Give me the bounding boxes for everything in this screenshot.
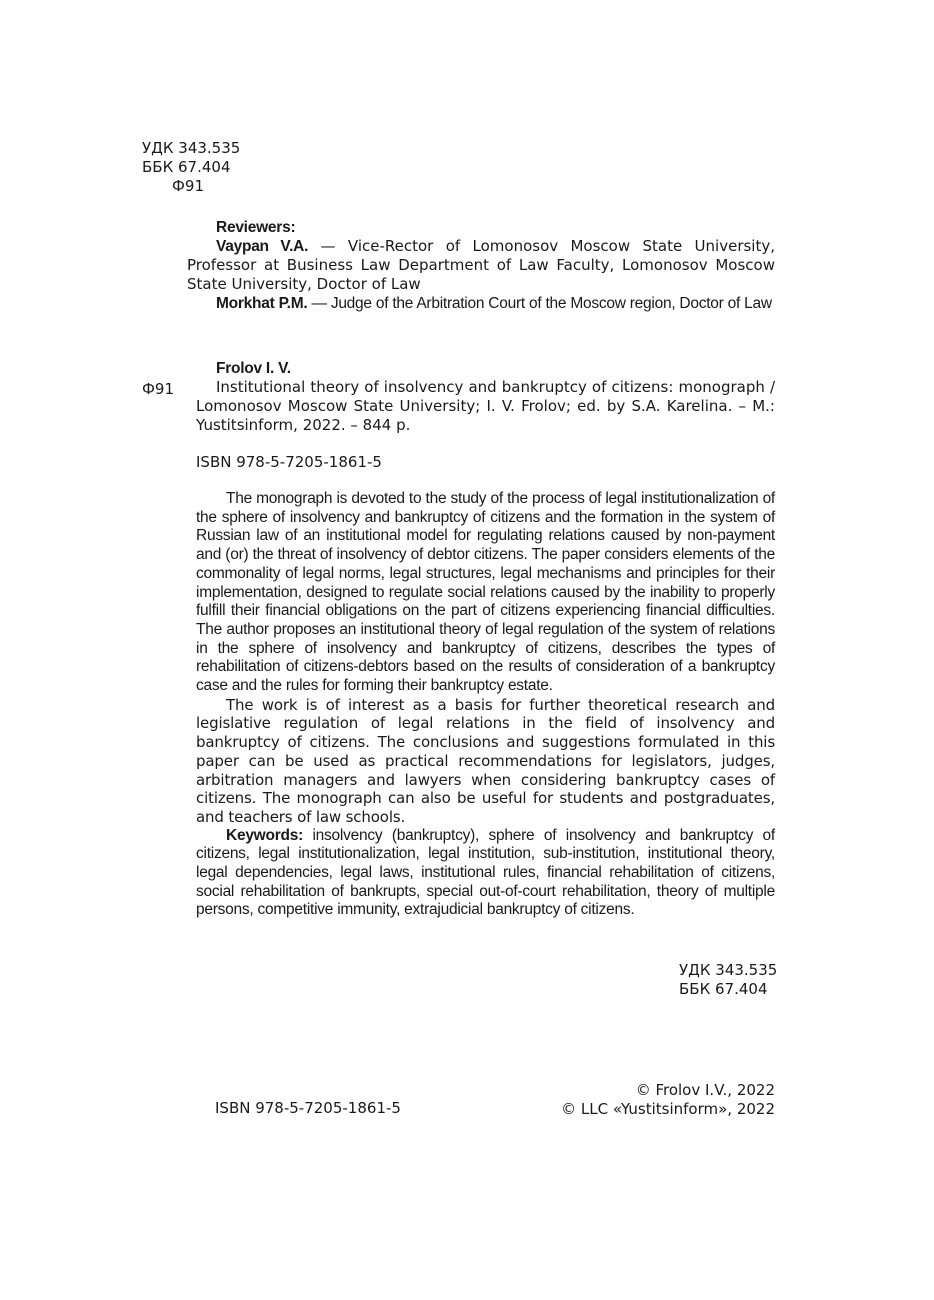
entry-citation: Institutional theory of insolvency and bankruptcy of citizens: monograph / Lomonosov Moscow State University; I. V. Frolov; ed. by S.A. Karelina. – M.: Yustitsinform, 2022. – 844 p. xyxy=(196,378,775,434)
footer-udk: УДК 343.535 xyxy=(679,961,778,979)
entry-isbn: ISBN 978-5-7205-1861-5 xyxy=(196,453,382,471)
copyright-block xyxy=(520,1081,775,1119)
copyright-publisher: © LLC «Yustitsinform», 2022 xyxy=(561,1100,775,1118)
copyright-author: © Frolov I.V., 2022 xyxy=(635,1081,775,1099)
footer-isbn: ISBN 978-5-7205-1861-5 xyxy=(215,1099,401,1117)
reviewer-name: Vaypan V.A. xyxy=(216,238,309,255)
bbk-code: ББК 67.404 xyxy=(142,158,231,176)
reviewer-item xyxy=(187,237,775,294)
keywords-text: insolvency (bankruptcy), sphere of insolvency and bankruptcy of citizens, legal institutionalization, legal institution, sub-institution, institutional theory, legal dependencies, legal laws, institutional rules, financial rehabilitation of citizens, social rehabilitation of bankrupts, special out-of-court rehabilitation, theory of multiple persons, competitive immunity, extrajudicial bankruptcy of citizens. xyxy=(196,826,775,919)
author-mark: Ф91 xyxy=(172,177,204,195)
abstract-section xyxy=(196,490,775,920)
reviewer-item xyxy=(187,294,775,313)
abstract-paragraph: The monograph is devoted to the study of the process of legal institutionalization of the sphere of insolvency and bankruptcy of citizens and the formation in the system of Russian law of an institutional model for regulating relations caused by non-payment and (or) the threat of insolvency of debtor citizens. The paper considers elements of the commonality of legal norms, legal structures, legal mechanisms and principles for their implementation, designed to regulate social relations caused by the inability to properly fulfill their financial obligations on the part of citizens experiencing financial difficulties. The author proposes an institutional theory of legal regulation of the system of relations in the sphere of insolvency and bankruptcy of citizens, describes the types of rehabilitation of citizens-debtors based on the results of consideration of a bankruptcy case and the rules for forming their bankruptcy estate. xyxy=(196,490,775,695)
keywords-paragraph xyxy=(196,827,775,921)
reviewer-description: — Judge of the Arbitration Court of the Moscow region, Doctor of Law xyxy=(307,295,772,312)
abstract-paragraph: The work is of interest as a basis for further theoretical research and legislative regulation of legal relations in the field of insolvency and bankruptcy of citizens. The conclusions and suggestions formulated in this paper can be used as practical recommendations for legislators, judges, arbitration managers and lawyers when considering bankruptcy cases of citizens. The monograph can also be useful for students and postgraduates, and teachers of law schools. xyxy=(196,695,775,826)
classification-block xyxy=(142,139,240,196)
footer-bbk: ББК 67.404 xyxy=(679,980,768,998)
footer-classification xyxy=(679,961,777,999)
reviewer-name: Morkhat P.M. xyxy=(216,295,308,312)
entry-author: Frolov I. V. xyxy=(216,360,291,377)
reviewer-description: — Vice-Rector of Lomonosov Moscow State University, Professor at Business Law Department of Law Faculty, Lomonosov Moscow State University, Doctor of Law xyxy=(187,237,775,293)
entry-mark: Ф91 xyxy=(142,380,174,398)
udk-code: УДК 343.535 xyxy=(142,139,241,157)
reviewers-section xyxy=(187,218,775,313)
keywords-label: Keywords: xyxy=(226,826,303,844)
reviewers-heading: Reviewers: xyxy=(216,219,296,236)
